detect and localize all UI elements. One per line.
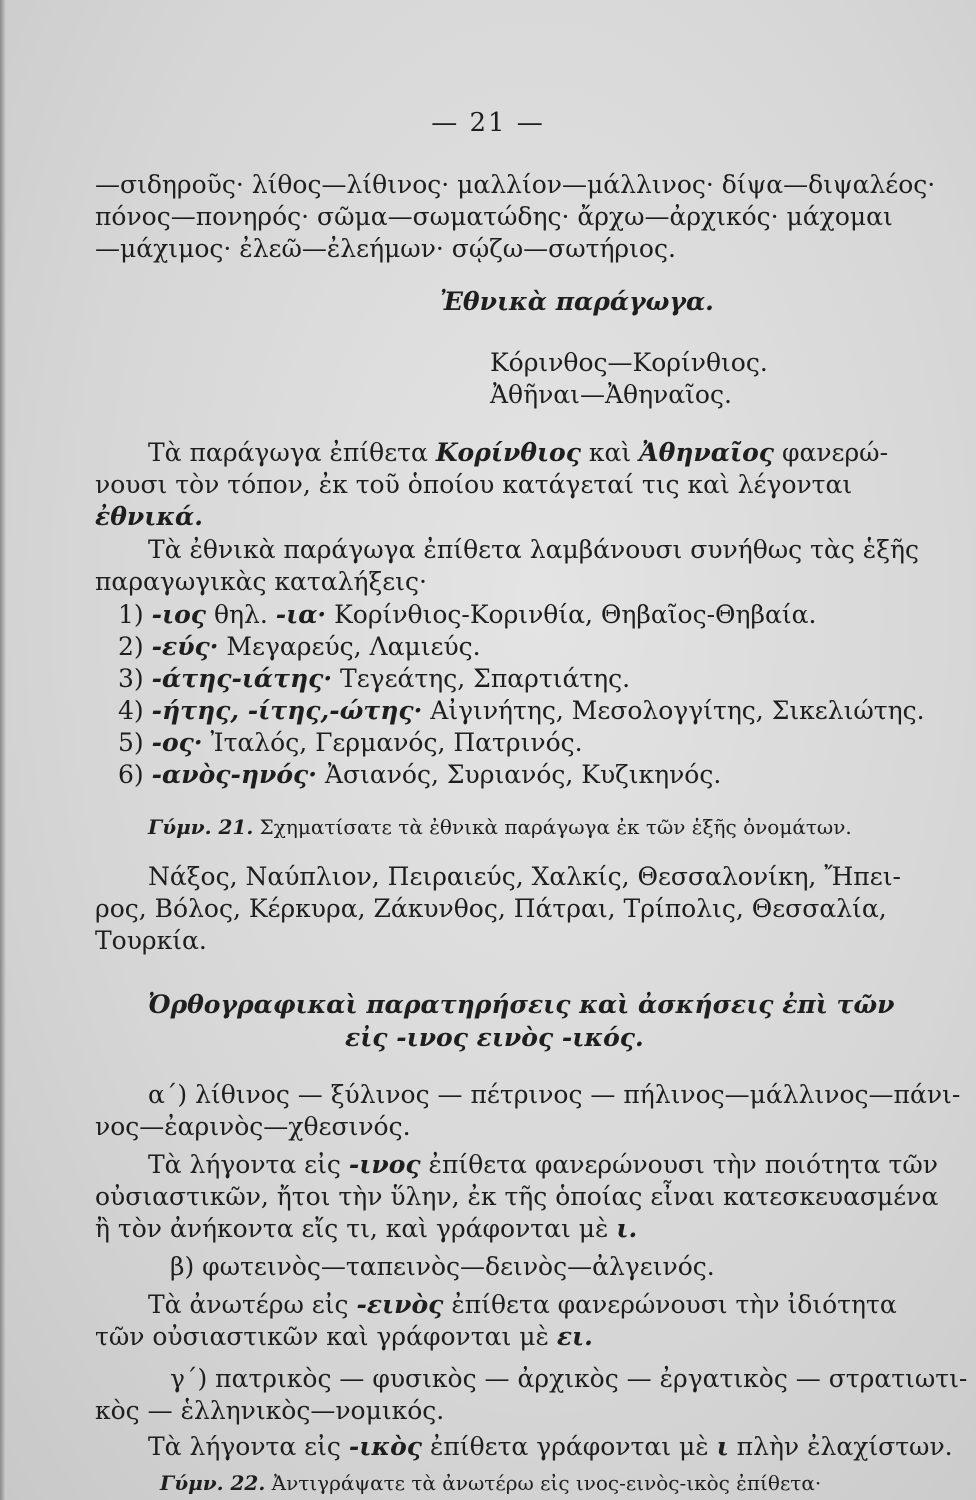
gamma-line-2: κὸς — ἑλληνικὸς—νομικός.: [95, 1396, 445, 1425]
ending-suffix: -άτης-ιάτης·: [151, 664, 333, 693]
gamma-para-suffix: -ικὸς: [348, 1432, 422, 1461]
places-line-2: ρος, Βόλος, Κέρκυρα, Ζάκυνθος, Πάτραι, Τρίπολις, Θεσσαλία,: [95, 894, 887, 923]
ending-number: 3): [118, 664, 144, 693]
ending-examples: Ἀσιανός, Συριανός, Κυζικηνός.: [316, 760, 722, 789]
alpha-para-text-a: Τὰ λήγοντα εἰς: [148, 1150, 349, 1179]
ending-item: [118, 664, 630, 694]
ending-item: [118, 696, 925, 726]
alpha-para-text-3a: ἢ τὸν ἀνήκοντα εἴς τι, καὶ γράφονται μὲ: [95, 1214, 617, 1243]
ending-text: θηλ.: [206, 600, 276, 629]
para2-line-2: παραγωγικὰς καταλήξεις·: [95, 567, 427, 596]
example-korinthos: Κόρινθος—Κορίνθιος.: [490, 348, 768, 377]
para1-line-3: ἐθνικά.: [95, 502, 203, 531]
ending-suffix: -ιος: [151, 600, 206, 629]
ending-examples: Αἰγινήτης, Μεσολογγίτης, Σικελιώτης.: [422, 696, 925, 725]
para1-term-korinthios: Κορίνθιος: [435, 438, 581, 467]
ending-item: [118, 728, 583, 758]
alpha-para-letter: ι.: [616, 1214, 638, 1243]
ending-number: 4): [118, 696, 144, 725]
para1-text-a: Τὰ παράγωγα ἐπίθετα: [148, 438, 436, 467]
beta-para-text-a: Τὰ ἀνωτέρω εἰς: [148, 1290, 357, 1319]
exercise-21-label: Γύμν. 21.: [148, 815, 254, 839]
ending-suffix: -ανὸς-ηνός·: [151, 760, 317, 789]
alpha-para-line-1: [148, 1150, 938, 1180]
ending-examples: Ἰταλός, Γερμανός, Πατρινός.: [202, 728, 583, 757]
para1-line-1: [148, 438, 888, 468]
alpha-line-2: νος—ἐαρινὸς—χθεσινός.: [95, 1112, 411, 1141]
page-gutter-shadow: [0, 0, 6, 1500]
ending-suffix-fem: -ια·: [275, 600, 327, 629]
alpha-para-text-c: ἐπίθετα φανερώνουσι τὴν ποιότητα τῶν: [420, 1150, 938, 1179]
ending-number: 2): [118, 632, 144, 661]
alpha-para-line-2: οὐσιαστικῶν, ἤτοι τὴν ὕλην, ἐκ τῆς ὁποίας εἶναι κατεσκευασμένα: [95, 1182, 939, 1211]
gamma-para-line-1: [148, 1432, 953, 1462]
section-heading-orthography-2: εἰς -ινος εινὸς -ικός.: [345, 1023, 644, 1052]
ending-item: [118, 600, 816, 630]
gamma-para-text-c: ἐπίθετα γράφονται μὲ: [422, 1432, 717, 1461]
ending-number: 6): [118, 760, 144, 789]
ending-number: 1): [118, 600, 144, 629]
ending-item: [118, 760, 721, 790]
page-number: — 21 —: [431, 108, 545, 138]
para1-term-athinaios: Ἀθηναῖος: [639, 438, 774, 467]
exercise-21-text: Σχηματίσατε τὰ ἐθνικὰ παράγωγα ἐκ τῶν ἑξῆς ὀνομάτων.: [253, 815, 852, 839]
section-heading-orthography-1: Ὀρθογραφικαὶ παρατηρήσεις καὶ ἀσκήσεις ἐπὶ τῶν: [148, 990, 895, 1019]
ending-examples: Κορίνθιος-Κορινθία, Θηβαῖος-Θηβαία.: [326, 600, 817, 629]
ending-examples: Τεγεάτης, Σπαρτιάτης.: [332, 664, 631, 693]
places-line-3: Τουρκία.: [95, 926, 207, 955]
beta-line: β) φωτεινὸς—ταπεινὸς—δεινὸς—ἀλγεινός.: [170, 1252, 715, 1281]
section-heading-ethnika: Ἐθνικὰ παράγωγα.: [440, 287, 714, 316]
beta-para-line-2: [95, 1322, 593, 1352]
ending-suffix: -εύς·: [151, 632, 219, 661]
ending-number: 5): [118, 728, 144, 757]
ending-examples: Μεγαρεύς, Λαμιεύς.: [218, 632, 481, 661]
para2-line-1: Τὰ ἐθνικὰ παράγωγα ἐπίθετα λαμβάνουσι συνήθως τὰς ἑξῆς: [148, 535, 919, 564]
gamma-para-text-a: Τὰ λήγοντα εἰς: [148, 1432, 349, 1461]
exercise-22-text: Ἀντιγράψατε τὰ ἀνωτέρω εἰς ινος-εινὸς-ικὸς ἐπίθετα·: [265, 1471, 822, 1495]
para1-text-c: καὶ: [580, 438, 640, 467]
ending-suffix: -ήτης, -ίτης,-ώτης·: [151, 696, 423, 725]
ending-item: [118, 632, 481, 662]
gamma-line-1: γ΄) πατρικὸς — φυσικὸς — ἀρχικὸς — ἐργατικὸς — στρατιωτι-: [170, 1364, 968, 1393]
gamma-para-text-e: πλὴν ἐλαχίστων.: [728, 1432, 953, 1461]
intro-line-3: —μάχιμος· ἐλεῶ—ἐλεήμων· σῴζω—σωτήριος.: [95, 234, 676, 263]
gamma-para-letter: ι: [716, 1432, 729, 1461]
exercise-22: [160, 1468, 821, 1498]
alpha-para-suffix: -ινος: [348, 1150, 421, 1179]
exercise-22-label: Γύμν. 22.: [160, 1471, 266, 1495]
example-athinai: Ἀθῆναι—Ἀθηναῖος.: [490, 380, 732, 409]
exercise-21: [148, 812, 852, 842]
alpha-line-1: α΄) λίθινος — ξύλινος — πέτρινος — πήλινος—μάλλινος—πάνι-: [148, 1080, 961, 1109]
beta-para-text-2a: τῶν οὐσιαστικῶν καὶ γράφονται μὲ: [95, 1322, 557, 1351]
intro-line-2: πόνος—πονηρός· σῶμα—σωματώδης· ἄρχω—ἀρχικός· μάχομαι: [95, 202, 893, 231]
beta-para-text-c: ἐπίθετα φανερώνουσι τὴν ἰδιότητα: [443, 1290, 897, 1319]
alpha-para-line-3: [95, 1214, 637, 1244]
beta-para-suffix: -εινὸς: [356, 1290, 444, 1319]
para1-line-2: νουσι τὸν τόπον, ἐκ τοῦ ὁποίου κατάγεταί τις καὶ λέγονται: [95, 470, 853, 499]
beta-para-letters: ει.: [556, 1322, 593, 1351]
places-line-1: Νάξος, Ναύπλιον, Πειραιεύς, Χαλκίς, Θεσσαλονίκη, Ἤπει-: [148, 862, 901, 891]
ending-suffix: -ος·: [151, 728, 203, 757]
beta-para-line-1: [148, 1290, 897, 1320]
intro-line-1: —σιδηροῦς· λίθος—λίθινος· μαλλίον—μάλλινος· δίψα—διψαλέος·: [95, 170, 936, 199]
para1-text-e: φανερώ-: [774, 438, 889, 467]
